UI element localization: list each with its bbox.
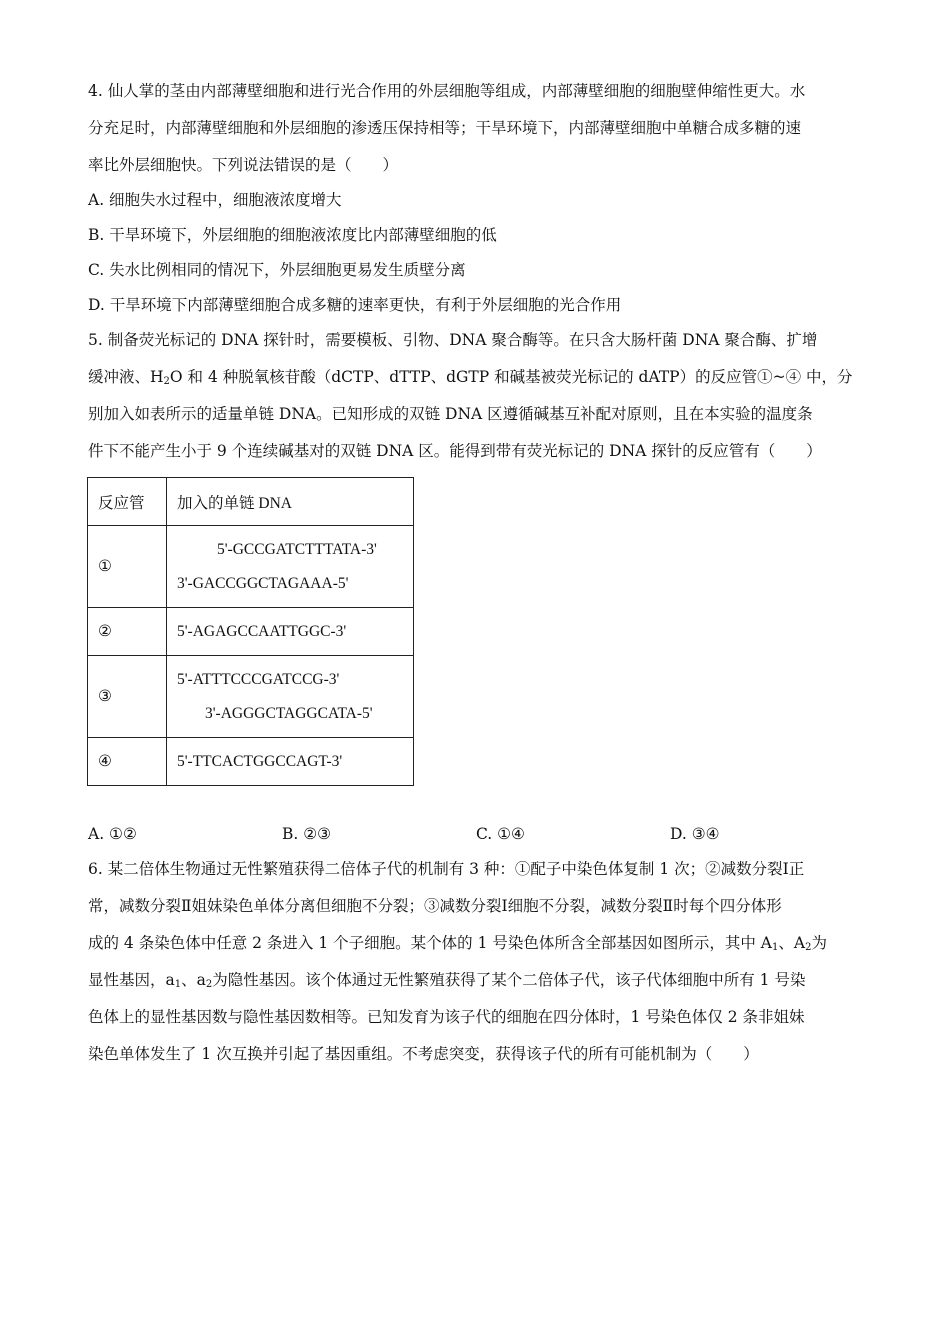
tube-number: ④ xyxy=(88,738,167,786)
table-row xyxy=(88,608,414,656)
exam-page xyxy=(88,78,863,1078)
q5-stem-line: 件下不能产生小于 9 个连续碱基对的双链 DNA 区。能得到带有荧光标记的 DNA 探针的反应管有（ ） xyxy=(88,442,822,460)
q5-answer-choices xyxy=(88,820,863,852)
q4-option-a: A. 细胞失水过程中，细胞液浓度增大 xyxy=(88,191,342,209)
q5-stem-line: 缓冲液、$H_2O$ 和 4 种脱氧核苷酸（dCTP、dTTP、dGTP 和碱基被荧光标记的 dATP）的反应管①~④ 中，分 xyxy=(88,368,853,387)
q4-stem-line: 4. 仙人掌的茎由内部薄壁细胞和进行光合作用的外层细胞等组成，内部薄壁细胞的细胞壁伸缩性更大。水 xyxy=(88,82,806,100)
q5-option-c: C. ①④ xyxy=(476,825,525,843)
table-row xyxy=(88,738,414,786)
header-dna: 加入的单链 DNA xyxy=(167,478,414,526)
q6-stem-line: 显性基因，$a_1$、$a_2$为隐性基因。该个体通过无性繁殖获得了某个二倍体子代，该子代体细胞中所有 1 号染 xyxy=(88,971,806,990)
dna-table xyxy=(87,477,414,786)
q6-stem-line: 染色单体发生了 1 次互换并引起了基因重组。不考虑突变，获得该子代的所有可能机制为（ ） xyxy=(88,1045,759,1063)
q5-option-a: A. ①② xyxy=(88,825,137,843)
header-tube: 反应管 xyxy=(88,478,167,526)
q5-option-b: B. ②③ xyxy=(282,825,332,843)
q4-option-d: D. 干旱环境下内部薄壁细胞合成多糖的速率更快，有利于外层细胞的光合作用 xyxy=(88,296,622,314)
dna-sequence: 5'-AGAGCCAATTGGC-3' xyxy=(177,622,347,640)
q5-stem-line: 5. 制备荧光标记的 DNA 探针时，需要模板、引物、DNA 聚合酶等。在只含大肠杆菌 DNA 聚合酶、扩增 xyxy=(88,331,818,349)
table-header-row xyxy=(88,478,414,526)
q6-stem-line: 6. 某二倍体生物通过无性繁殖获得二倍体子代的机制有 3 种：①配子中染色体复制 1 次；②减数分裂Ⅰ正 xyxy=(88,860,805,878)
dna-sequence: 5'-GCCGATCTTTATA-3' xyxy=(217,540,377,558)
dna-sequence: 5'-TTCACTGGCCAGT-3' xyxy=(177,752,343,770)
q6-stem-line: 色体上的显性基因数与隐性基因数相等。已知发育为该子代的细胞在四分体时，1 号染色体仅 2 条非姐妹 xyxy=(88,1008,805,1026)
tube-number: ② xyxy=(88,608,167,656)
tube-number: ③ xyxy=(88,656,167,738)
dna-sequence: 5'-ATTTCCCGATCCG-3' xyxy=(177,670,340,688)
table-row xyxy=(88,526,414,608)
tube-number: ① xyxy=(88,526,167,608)
question-6 xyxy=(88,856,863,1078)
q4-option-c: C. 失水比例相同的情况下，外层细胞更易发生质壁分离 xyxy=(88,261,466,279)
q6-stem-line: 成的 4 条染色体中任意 2 条进入 1 个子细胞。某个体的 1 号染色体所含全部基因如图所示，其中 $A_1$、$A_2$为 xyxy=(88,934,827,953)
q5-option-d: D. ③④ xyxy=(670,825,720,843)
q4-stem-line: 分充足时，内部薄壁细胞和外层细胞的渗透压保持相等；干旱环境下，内部薄壁细胞中单糖合成多糖的速 xyxy=(88,119,802,137)
q6-stem-line: 常，减数分裂Ⅱ姐妹染色单体分离但细胞不分裂；③减数分裂Ⅰ细胞不分裂，减数分裂Ⅱ时每个四分体形 xyxy=(88,897,782,915)
q4-option-b: B. 干旱环境下，外层细胞的细胞液浓度比内部薄壁细胞的低 xyxy=(88,226,497,244)
dna-sequence: 3'-GACCGGCTAGAAA-5' xyxy=(177,574,349,592)
question-5 xyxy=(88,327,863,852)
table-row xyxy=(88,656,414,738)
question-4 xyxy=(88,78,863,327)
q4-stem-line: 率比外层细胞快。下列说法错误的是（ ） xyxy=(88,156,399,174)
dna-sequence: 3'-AGGGCTAGGCATA-5' xyxy=(205,704,373,722)
q5-stem-line: 别加入如表所示的适量单链 DNA。已知形成的双链 DNA 区遵循碱基互补配对原则，且在本实验的温度条 xyxy=(88,405,813,423)
